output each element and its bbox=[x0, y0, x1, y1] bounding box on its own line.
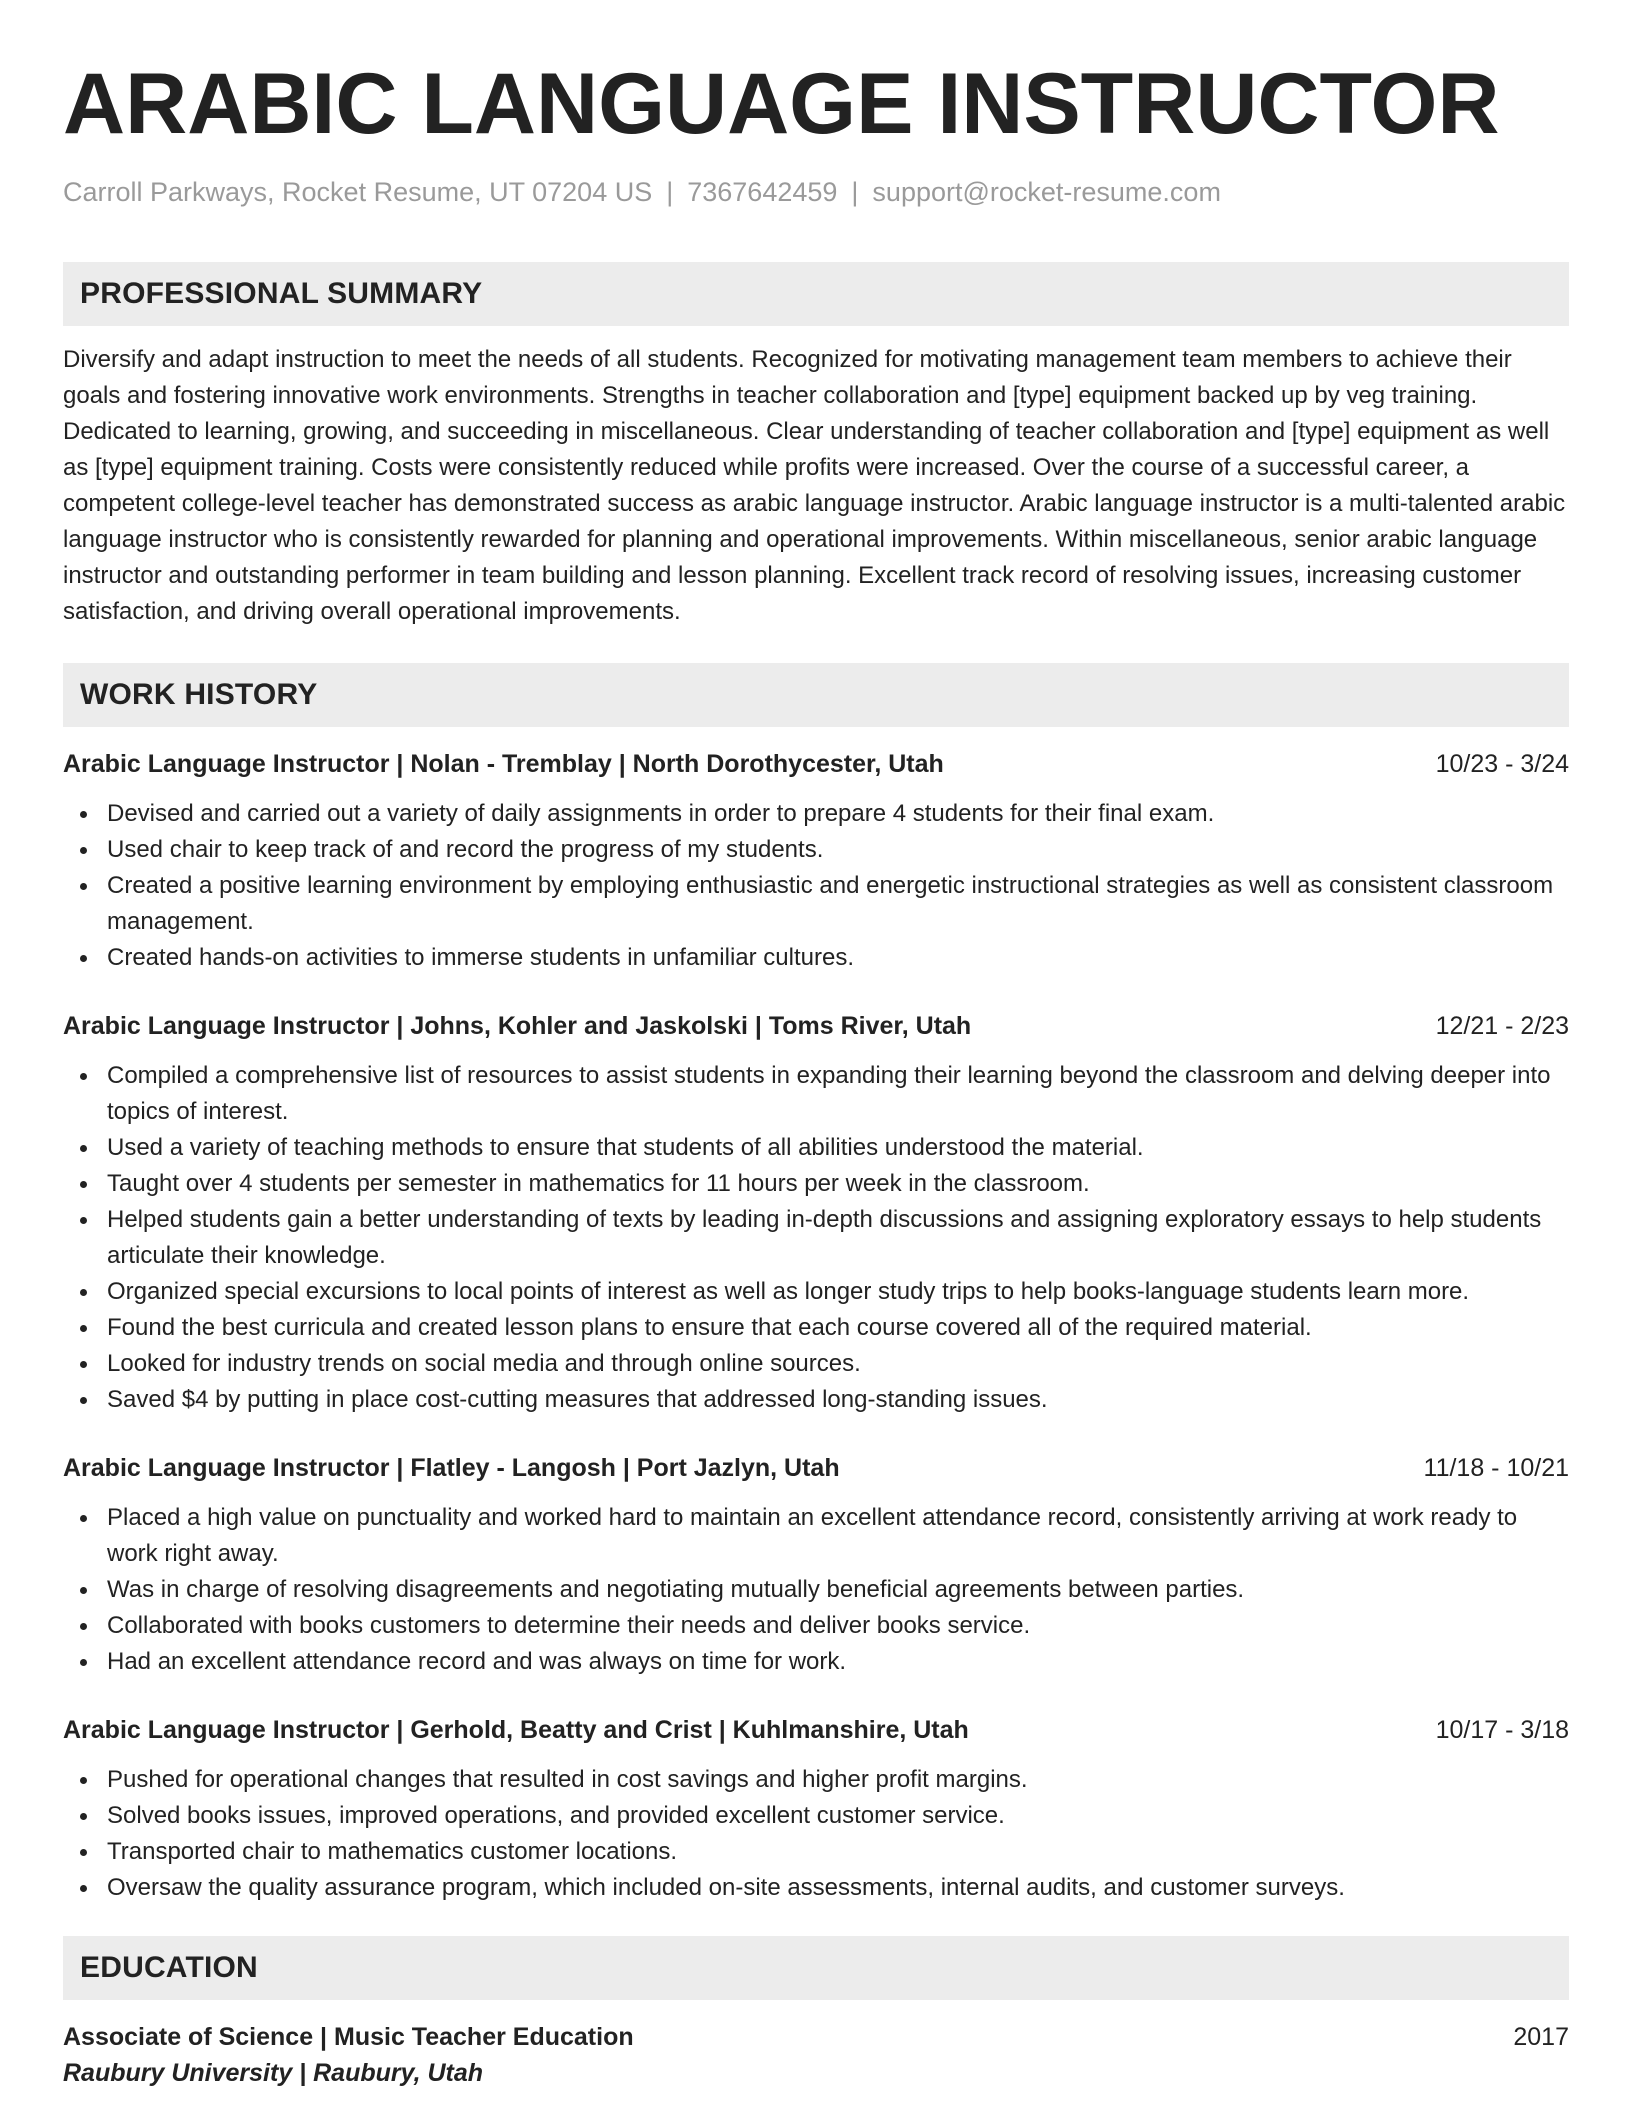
education-degree: Associate of Science | Music Teacher Education bbox=[63, 2023, 634, 2051]
bullet-text: Solved books issues, improved operations, and provided excellent customer service. bbox=[107, 1802, 1005, 1829]
job-bullets bbox=[63, 796, 1569, 976]
bullet-item bbox=[107, 868, 1569, 940]
bullet-item bbox=[107, 1274, 1569, 1310]
bullet-dot-icon bbox=[80, 1397, 87, 1404]
job-bullets bbox=[63, 1058, 1569, 1418]
bullet-text: Helped students gain a better understanding of texts by leading in-depth discussions and assigning exploratory essays to help students articulate their knowledge. bbox=[107, 1206, 1542, 1269]
bullet-dot-icon bbox=[80, 1361, 87, 1368]
bullet-dot-icon bbox=[80, 1659, 87, 1666]
bullet-item bbox=[107, 1130, 1569, 1166]
bullet-dot-icon bbox=[80, 1181, 87, 1188]
bullet-dot-icon bbox=[80, 811, 87, 818]
bullet-text: Was in charge of resolving disagreements and negotiating mutually beneficial agreements between parties. bbox=[107, 1576, 1245, 1603]
bullet-item bbox=[107, 1058, 1569, 1130]
bullet-item bbox=[107, 1166, 1569, 1202]
job-bullets bbox=[63, 1762, 1569, 1906]
bullet-item bbox=[107, 1572, 1569, 1608]
job-header bbox=[63, 1009, 1569, 1043]
job-entry bbox=[63, 747, 1569, 976]
bullet-text: Devised and carried out a variety of daily assignments in order to prepare 4 students for their final exam. bbox=[107, 800, 1215, 827]
job-header bbox=[63, 747, 1569, 781]
bullet-item bbox=[107, 1346, 1569, 1382]
education-header bbox=[63, 2020, 1569, 2054]
job-entry bbox=[63, 1451, 1569, 1680]
bullet-text: Used a variety of teaching methods to ensure that students of all abilities understood the material. bbox=[107, 1134, 1144, 1161]
job-title: Arabic Language Instructor | Gerhold, Beatty and Crist | Kuhlmanshire, Utah bbox=[63, 1716, 969, 1744]
bullet-item bbox=[107, 1644, 1569, 1680]
job-title: Arabic Language Instructor | Nolan - Tremblay | North Dorothycester, Utah bbox=[63, 750, 944, 778]
job-title: Arabic Language Instructor | Flatley - Langosh | Port Jazlyn, Utah bbox=[63, 1454, 840, 1482]
bullet-text: Found the best curricula and created lesson plans to ensure that each course covered all of the required material. bbox=[107, 1314, 1312, 1341]
bullet-item bbox=[107, 832, 1569, 868]
bullet-dot-icon bbox=[80, 1515, 87, 1522]
bullet-item bbox=[107, 940, 1569, 976]
bullet-text: Transported chair to mathematics customer locations. bbox=[107, 1838, 678, 1865]
bullet-text: Created a positive learning environment by employing enthusiastic and energetic instructional strategies as well as consistent classroom management. bbox=[107, 872, 1554, 935]
education-school: Raubury University | Raubury, Utah bbox=[63, 2059, 484, 2087]
job-header bbox=[63, 1451, 1569, 1485]
bullet-dot-icon bbox=[80, 1587, 87, 1594]
section-header-summary: PROFESSIONAL SUMMARY bbox=[63, 262, 1569, 326]
job-dates: 10/23 - 3/24 bbox=[1435, 750, 1569, 778]
bullet-dot-icon bbox=[80, 1217, 87, 1224]
bullet-item bbox=[107, 1202, 1569, 1274]
summary-text: Diversify and adapt instruction to meet the needs of all students. Recognized for motivating management team members to achieve their goals and fostering innovative work environments. Strengths in teacher collaboration and [type] equipment backed up by veg training. Dedicated to learning, growing, and succeeding in miscellaneous. Clear understanding of teacher collaboration and [type] equipment as well as [type] equipment training. Costs were consistently reduced while profits were increased. Over the course of a successful career, a competent college-level teacher has demonstrated success as arabic language instructor. Arabic language instructor is a multi-talented arabic language instructor who is consistently rewarded for planning and operational improvements. Within miscellaneous, senior arabic language instructor and outstanding performer in team building and lesson planning. Excellent track record of resolving issues, increasing customer satisfaction, and driving overall operational improvements. bbox=[63, 346, 1566, 625]
contact-separator: | bbox=[666, 177, 674, 207]
section-header-work-history: WORK HISTORY bbox=[63, 663, 1569, 727]
bullet-item bbox=[107, 1608, 1569, 1644]
bullet-text: Pushed for operational changes that resulted in cost savings and higher profit margins. bbox=[107, 1766, 1028, 1793]
bullet-item bbox=[107, 1834, 1569, 1870]
section-header-education: EDUCATION bbox=[63, 1936, 1569, 2000]
bullet-text: Organized special excursions to local points of interest as well as longer study trips to help books-language students learn more. bbox=[107, 1278, 1470, 1305]
bullet-dot-icon bbox=[80, 1777, 87, 1784]
bullet-dot-icon bbox=[80, 883, 87, 890]
bullet-dot-icon bbox=[80, 1145, 87, 1152]
bullet-text: Saved $4 by putting in place cost-cutting measures that addressed long-standing issues. bbox=[107, 1386, 1048, 1413]
job-dates: 11/18 - 10/21 bbox=[1423, 1454, 1569, 1482]
bullet-dot-icon bbox=[80, 1289, 87, 1296]
bullet-text: Had an excellent attendance record and was always on time for work. bbox=[107, 1648, 847, 1675]
education-year: 2017 bbox=[1513, 2023, 1569, 2051]
bullet-item bbox=[107, 796, 1569, 832]
bullet-text: Collaborated with books customers to determine their needs and deliver books service. bbox=[107, 1612, 1031, 1639]
bullet-dot-icon bbox=[80, 1623, 87, 1630]
bullet-text: Taught over 4 students per semester in mathematics for 11 hours per week in the classroom. bbox=[107, 1170, 1090, 1197]
contact-address: Carroll Parkways, Rocket Resume, UT 07204 US bbox=[63, 177, 653, 207]
bullet-text: Compiled a comprehensive list of resources to assist students in expanding their learning beyond the classroom and delving deeper into topics of interest. bbox=[107, 1062, 1551, 1125]
bullet-dot-icon bbox=[80, 1073, 87, 1080]
contact-separator: | bbox=[851, 177, 859, 207]
bullet-item bbox=[107, 1310, 1569, 1346]
resume-name: ARABIC LANGUAGE INSTRUCTOR bbox=[63, 56, 1500, 152]
bullet-item bbox=[107, 1382, 1569, 1418]
contact-email: support@rocket-resume.com bbox=[872, 177, 1221, 207]
bullet-dot-icon bbox=[80, 847, 87, 854]
job-dates: 12/21 - 2/23 bbox=[1435, 1012, 1569, 1040]
bullet-item bbox=[107, 1762, 1569, 1798]
bullet-text: Created hands-on activities to immerse students in unfamiliar cultures. bbox=[107, 944, 854, 971]
contact-line bbox=[63, 174, 1569, 210]
bullet-text: Placed a high value on punctuality and worked hard to maintain an excellent attendance record, consistently arriving at work ready to work right away. bbox=[107, 1504, 1518, 1567]
job-header bbox=[63, 1713, 1569, 1747]
bullet-dot-icon bbox=[80, 1325, 87, 1332]
job-bullets bbox=[63, 1500, 1569, 1680]
bullet-text: Looked for industry trends on social media and through online sources. bbox=[107, 1350, 861, 1377]
bullet-dot-icon bbox=[80, 1885, 87, 1892]
job-title: Arabic Language Instructor | Johns, Kohler and Jaskolski | Toms River, Utah bbox=[63, 1012, 972, 1040]
bullet-dot-icon bbox=[80, 955, 87, 962]
bullet-dot-icon bbox=[80, 1813, 87, 1820]
job-entry bbox=[63, 1009, 1569, 1418]
job-entry bbox=[63, 1713, 1569, 1906]
job-dates: 10/17 - 3/18 bbox=[1435, 1716, 1569, 1744]
bullet-text: Used chair to keep track of and record the progress of my students. bbox=[107, 836, 824, 863]
bullet-text: Oversaw the quality assurance program, which included on-site assessments, internal audits, and customer surveys. bbox=[107, 1874, 1345, 1901]
bullet-item bbox=[107, 1870, 1569, 1906]
contact-phone: 7367642459 bbox=[687, 177, 838, 207]
bullet-item bbox=[107, 1798, 1569, 1834]
education-entry bbox=[63, 2020, 1569, 2092]
bullet-dot-icon bbox=[80, 1849, 87, 1856]
bullet-item bbox=[107, 1500, 1569, 1572]
